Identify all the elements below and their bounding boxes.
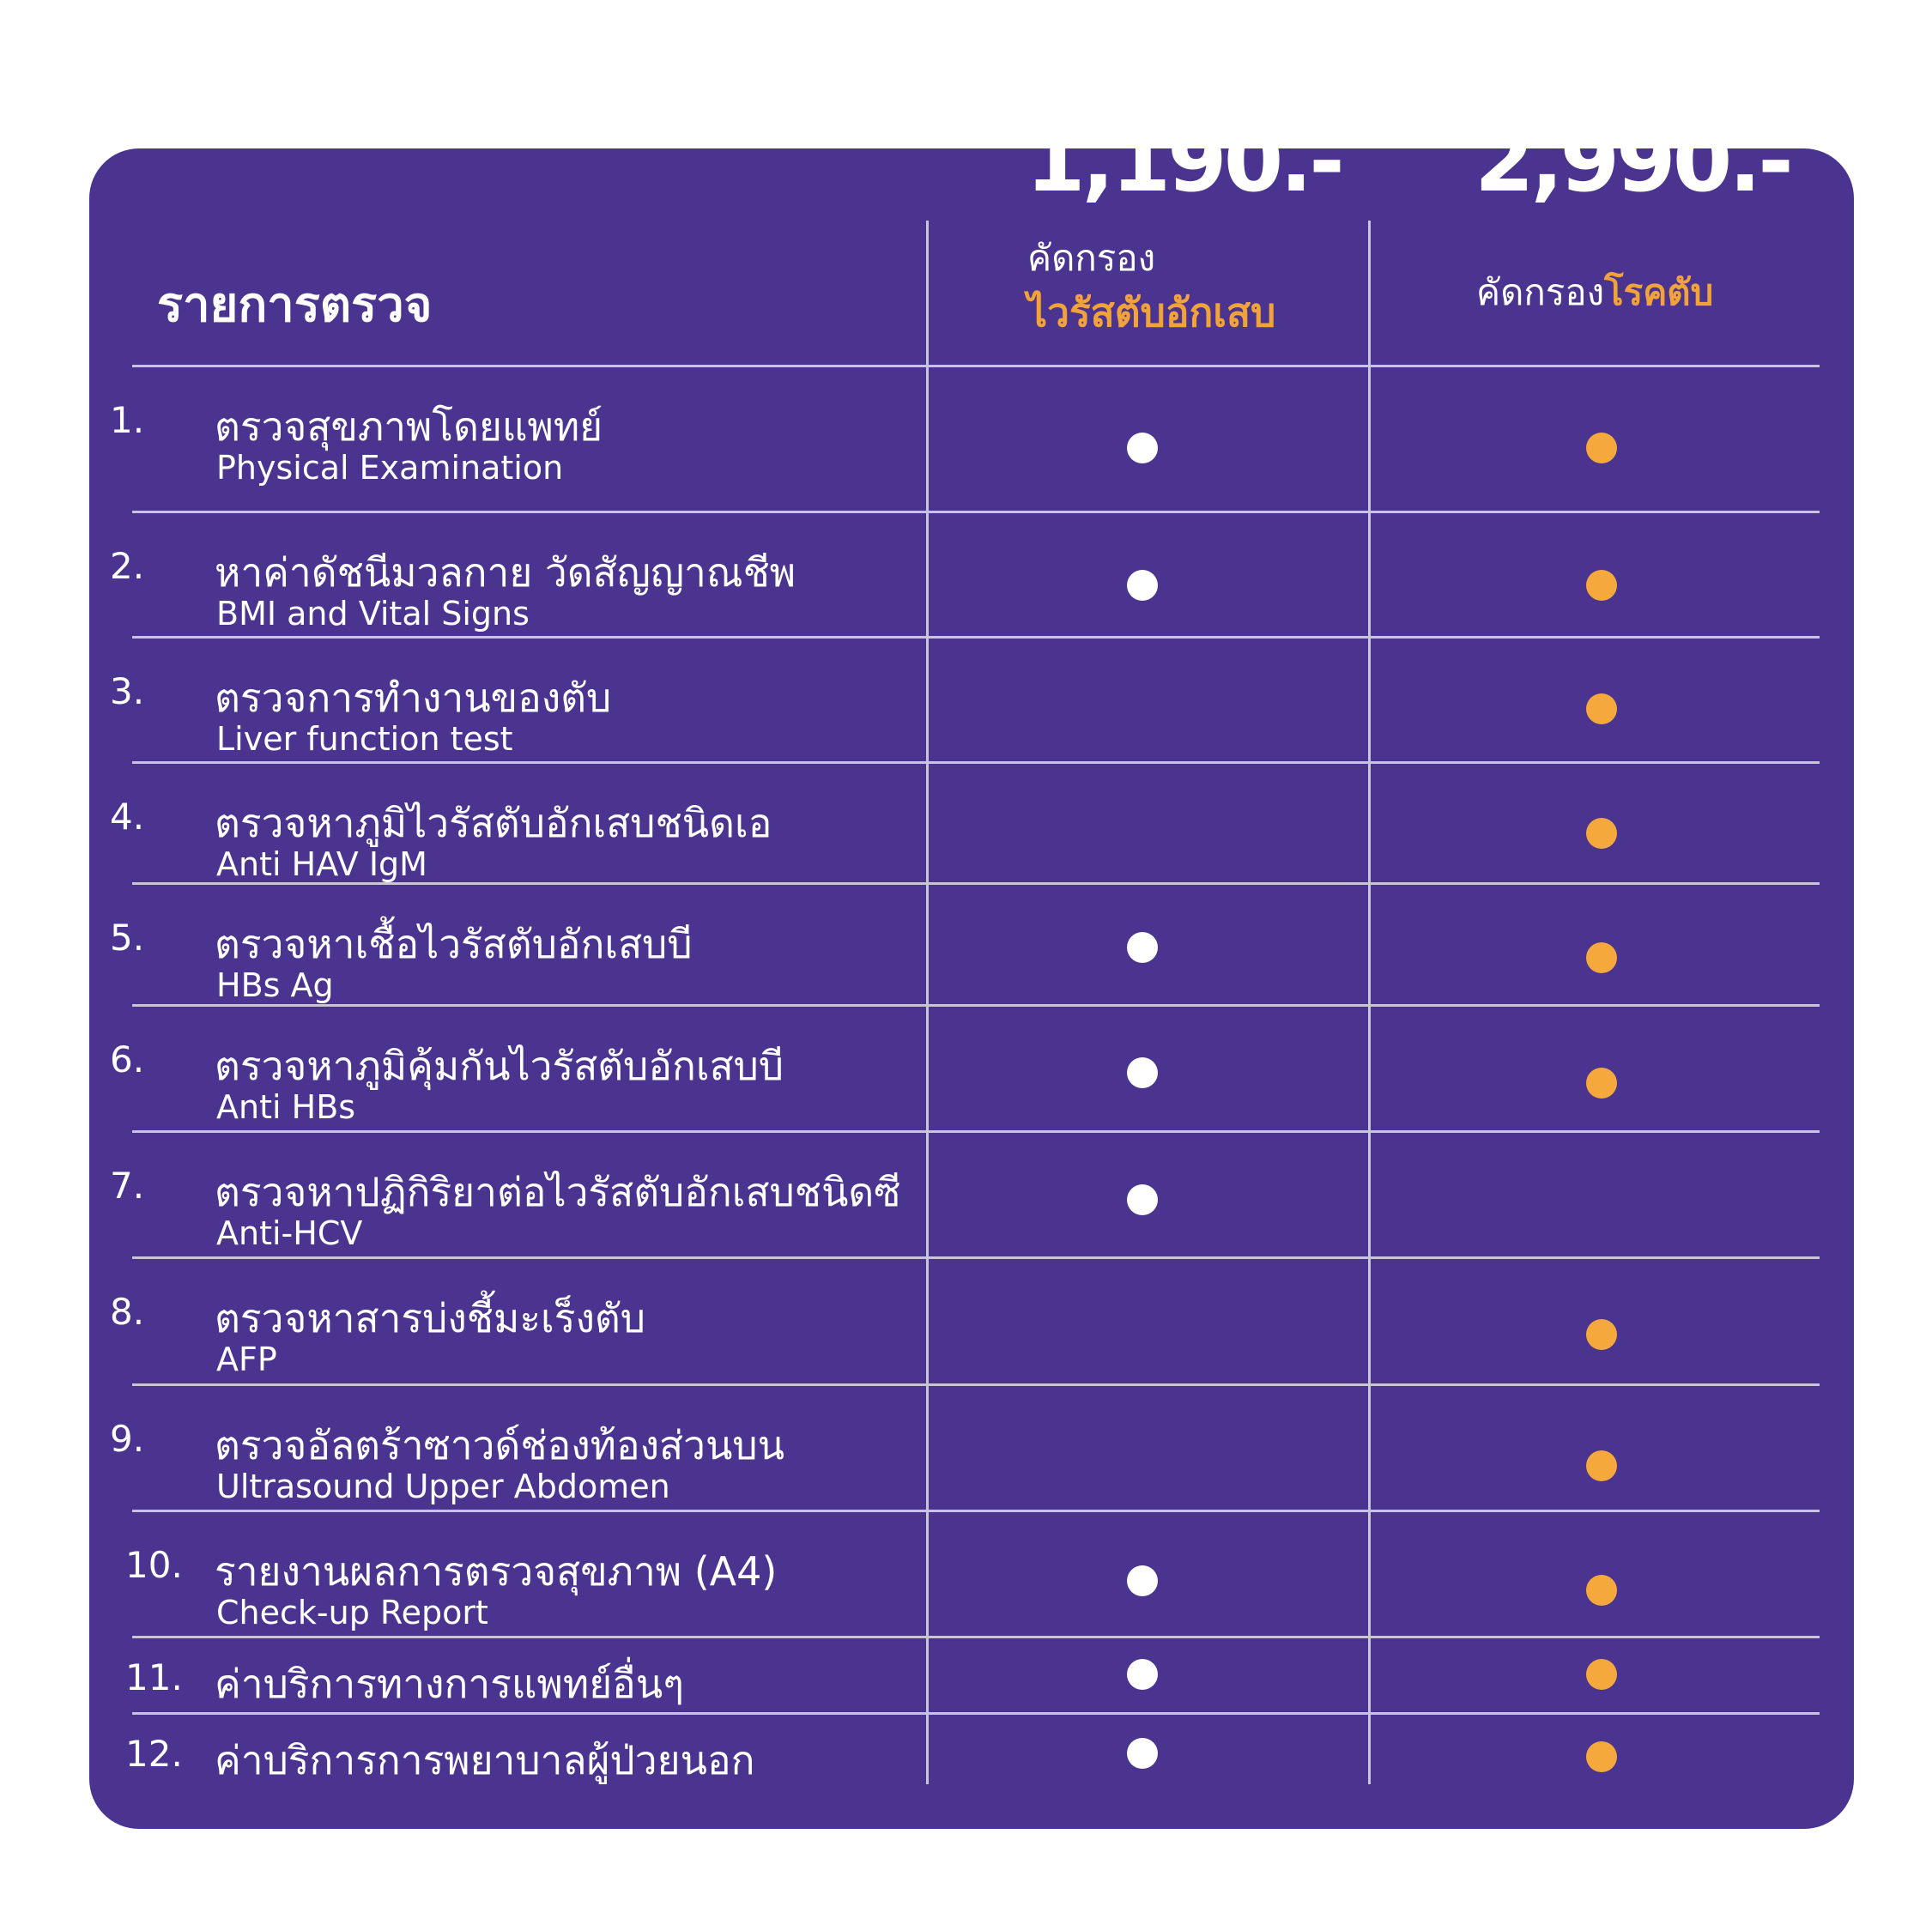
included-dot-virus	[1127, 1184, 1158, 1215]
package-label-liver-highlight: โรคตับ	[1604, 271, 1714, 313]
row-divider	[132, 761, 1820, 764]
included-dot-liver	[1586, 1575, 1617, 1606]
row-number: 1.	[110, 399, 145, 441]
included-dot-virus	[1127, 433, 1158, 463]
included-dot-virus	[1127, 1565, 1158, 1596]
row-number: 12.	[125, 1733, 183, 1775]
row-number: 7.	[110, 1165, 145, 1207]
column-divider-2	[1368, 221, 1371, 1784]
row-divider	[132, 1256, 1820, 1259]
row-thai-name: ค่าบริการการพยาบาลผู้ป่วยนอก	[215, 1737, 755, 1783]
included-dot-liver	[1586, 1659, 1617, 1690]
package-label-liver-prefix: คัดกรอง	[1476, 271, 1605, 313]
included-dot-liver	[1586, 1741, 1617, 1772]
included-dot-virus	[1127, 1057, 1158, 1088]
row-number: 4.	[110, 796, 145, 838]
package-price-virus: 1,190.-	[1026, 111, 1341, 211]
included-dot-liver	[1586, 433, 1617, 463]
table-header-title: รายการตรวจ	[157, 277, 433, 333]
row-english-name: Anti-HCV	[216, 1214, 363, 1252]
row-thai-name: ตรวจหาภูมิไวรัสตับอักเสบชนิดเอ	[215, 800, 772, 846]
row-thai-name: ตรวจอัลตร้าซาวด์ช่องท้องส่วนบน	[215, 1422, 785, 1468]
package-label-virus-line1: คัดกรอง	[1027, 237, 1156, 279]
row-english-name: Liver function test	[216, 720, 513, 758]
row-divider	[132, 1383, 1820, 1386]
included-dot-liver	[1586, 1319, 1617, 1350]
row-number: 6.	[110, 1038, 145, 1081]
package-label-liver	[1476, 264, 1713, 321]
row-divider	[132, 636, 1820, 639]
row-english-name: Ultrasound Upper Abdomen	[216, 1468, 670, 1505]
included-dot-liver	[1586, 1068, 1617, 1099]
row-thai-name: ค่าบริการทางการแพทย์อื่นๆ	[215, 1661, 684, 1707]
included-dot-liver	[1586, 693, 1617, 724]
row-english-name: HBs Ag	[216, 966, 334, 1004]
row-thai-name: ตรวจหาเชื้อไวรัสตับอักเสบบี	[215, 921, 693, 967]
row-english-name: BMI and Vital Signs	[216, 595, 530, 633]
included-dot-virus	[1127, 932, 1158, 963]
row-number: 3.	[110, 670, 145, 712]
row-number: 11.	[125, 1656, 183, 1698]
row-english-name: Anti HBs	[216, 1088, 356, 1126]
row-thai-name: ตรวจหาสารบ่งชี้มะเร็งตับ	[215, 1295, 646, 1341]
column-divider-1	[926, 221, 929, 1784]
row-divider	[132, 511, 1820, 513]
included-dot-virus	[1127, 570, 1158, 601]
row-divider	[132, 1636, 1820, 1638]
row-divider	[132, 1130, 1820, 1133]
row-english-name: Anti HAV IgM	[216, 845, 427, 883]
row-english-name: AFP	[216, 1341, 277, 1378]
row-number: 2.	[110, 545, 145, 587]
row-english-name: Physical Examination	[216, 449, 564, 487]
row-number: 9.	[110, 1418, 145, 1460]
row-thai-name: ตรวจหาปฏิกิริยาต่อไวรัสตับอักเสบชนิดซี	[215, 1169, 901, 1215]
row-number: 8.	[110, 1291, 145, 1333]
included-dot-liver	[1586, 1450, 1617, 1481]
row-thai-name: หาค่าดัชนีมวลกาย วัดสัญญาณชีพ	[215, 549, 796, 596]
row-thai-name: ตรวจหาภูมิคุ้มกันไวรัสตับอักเสบบี	[215, 1043, 784, 1089]
row-english-name: Check-up Report	[216, 1594, 488, 1631]
package-label-virus-line2: ไวรัสตับอักเสบ	[1027, 289, 1276, 336]
included-dot-virus	[1127, 1659, 1158, 1690]
row-divider	[132, 365, 1820, 367]
row-divider	[132, 1510, 1820, 1512]
included-dot-liver	[1586, 818, 1617, 849]
row-number: 5.	[110, 917, 145, 959]
package-price-liver: 2,990.-	[1475, 111, 1790, 211]
row-thai-name: รายงานผลการตรวจสุขภาพ (A4)	[215, 1548, 778, 1595]
row-thai-name: ตรวจสุขภาพโดยแพทย์	[215, 403, 603, 450]
row-divider	[132, 1004, 1820, 1007]
row-thai-name: ตรวจการทำงานของตับ	[215, 675, 612, 721]
included-dot-virus	[1127, 1738, 1158, 1769]
included-dot-liver	[1586, 942, 1617, 973]
row-number: 10.	[125, 1544, 183, 1586]
included-dot-liver	[1586, 570, 1617, 601]
